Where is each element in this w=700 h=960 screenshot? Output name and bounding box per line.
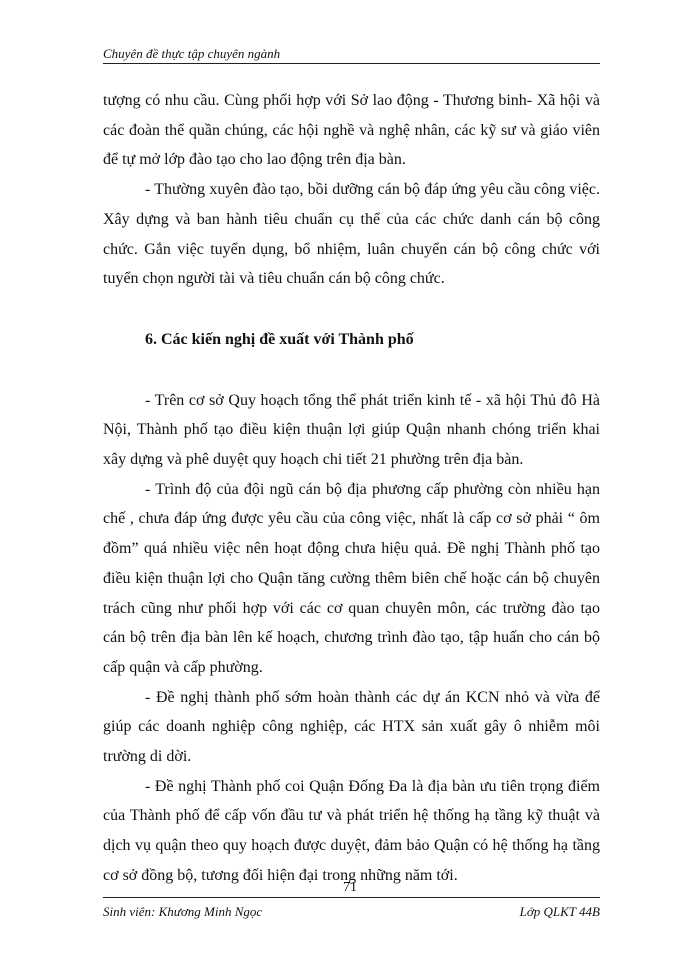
section-heading: 6. Các kiến nghị đề xuất với Thành phố	[145, 330, 414, 348]
page-header-title: Chuyên đề thực tập chuyên ngành	[103, 46, 281, 61]
page-number: 71	[343, 880, 357, 895]
paragraph-3: - Trên cơ sở Quy hoạch tổng thể phát triển kinh tế - xã hội Thủ đô Hà Nội, Thành phố tạo điều kiện thuận lợi giúp Quận nhanh chóng triển khai xây dựng và phê duyệt quy hoạch chi tiết 21 phường trên địa bàn.	[103, 391, 600, 469]
paragraph-4: - Trình độ của đội ngũ cán bộ địa phương cấp phường còn nhiều hạn chế , chưa đáp ứng được yêu cầu của công việc, nhất là cấp cơ sở phải “ ôm đồm” quá nhiều việc nên hoạt động chưa hiệu quả. Đề nghị Thành phố tạo điều kiện thuận lợi cho Quận tăng cường thêm biên chế hoặc cán bộ chuyên trách cũng như phối hợp với các cơ quan chuyên môn, các trường đào tạo cán bộ trên địa bàn lên kế hoạch, chương trình đào tạo, tập huấn cho cán bộ cấp quận và cấp phường.	[103, 480, 600, 676]
footer-student-name: Sinh viên: Khương Minh Ngọc	[103, 904, 263, 919]
document-body	[103, 86, 600, 891]
footer-class-name: Lớp QLKT 44B	[519, 904, 600, 919]
header-divider	[103, 63, 600, 64]
paragraph-6: - Đề nghị Thành phố coi Quận Đống Đa là địa bàn ưu tiên trọng điểm của Thành phố để cấp vốn đầu tư và phát triển hệ thống hạ tầng kỹ thuật và dịch vụ quận theo quy hoạch được duyệt, đảm bảo Quận có hệ thống hạ tầng cơ sở đồng bộ, tương đối hiện đại trong những năm tới.	[103, 777, 600, 884]
paragraph-5: - Đề nghị thành phố sớm hoàn thành các dự án KCN nhỏ và vừa để giúp các doanh nghiệp công nghiệp, các HTX sản xuất gây ô nhiễm môi trường di dời.	[103, 688, 600, 766]
footer-divider	[103, 897, 600, 898]
paragraph-2: - Thường xuyên đào tạo, bồi dưỡng cán bộ đáp ứng yêu cầu công việc. Xây dựng và ban hành tiêu chuẩn cụ thể của các chức danh cán bộ công chức. Gắn việc tuyển dụng, bổ nhiệm, luân chuyển cán bộ công chức với tuyển chọn người tài và tiêu chuẩn cán bộ công chức.	[103, 181, 600, 288]
paragraph-1: tượng có nhu cầu. Cùng phối hợp với Sở lao động - Thương binh- Xã hội và các đoàn thể quần chúng, các hội nghề và nghệ nhân, các kỹ sư và giáo viên để tự mở lớp đào tạo cho lao động trên địa bàn.	[103, 92, 600, 169]
